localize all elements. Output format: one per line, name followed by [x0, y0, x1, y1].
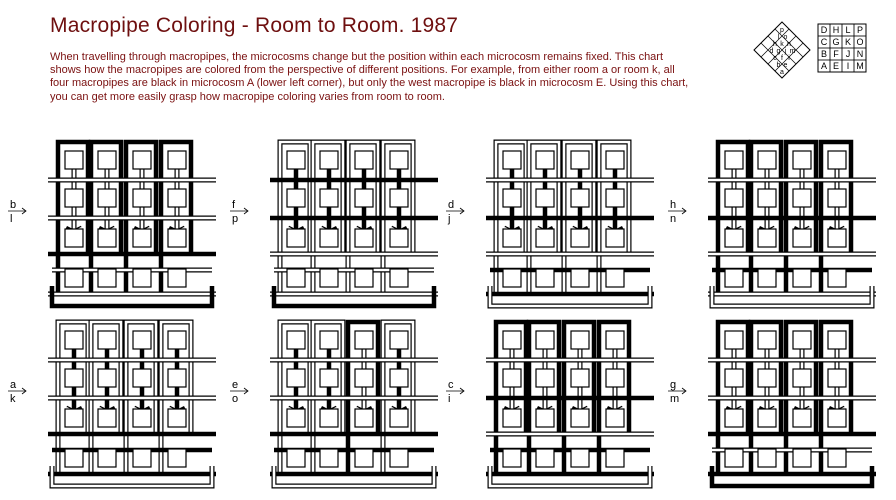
room-box — [320, 229, 338, 247]
room-label-lower: k — [10, 393, 16, 405]
room-box — [536, 269, 554, 287]
room-box — [287, 229, 305, 247]
room-box — [355, 331, 373, 349]
room-box — [606, 189, 624, 207]
legend-microcosm-letter: J — [845, 49, 851, 59]
room-box — [503, 449, 521, 467]
room-label-lower: n — [670, 213, 677, 225]
room-box — [606, 229, 624, 247]
room-box — [65, 189, 83, 207]
room-box — [725, 449, 743, 467]
room-box — [287, 369, 305, 387]
room-box — [793, 369, 811, 387]
legend-microcosm-letter: O — [856, 37, 864, 47]
room-box — [168, 331, 186, 349]
room-label-upper: b — [10, 199, 17, 211]
room-box — [390, 331, 408, 349]
legend-microcosm-letter: F — [833, 49, 839, 59]
panel-c-i — [446, 322, 654, 486]
room-label-upper: c — [448, 379, 454, 391]
room-box — [320, 449, 338, 467]
room-box — [133, 229, 151, 247]
room-box — [828, 449, 846, 467]
legend-room-letter: g — [776, 48, 781, 55]
room-box — [98, 331, 116, 349]
room-box — [758, 151, 776, 169]
room-box — [320, 151, 338, 169]
room-box — [606, 449, 624, 467]
room-box — [793, 331, 811, 349]
room-box — [758, 189, 776, 207]
room-box — [168, 269, 186, 287]
room-box — [355, 449, 373, 467]
panel-d-j — [446, 142, 654, 306]
room-box — [828, 189, 846, 207]
legend-microcosm-letter: A — [820, 61, 828, 71]
room-box — [503, 269, 521, 287]
legend-room-letter: h — [773, 41, 777, 48]
room-box — [606, 269, 624, 287]
legend-microcosm-letter: K — [844, 37, 852, 47]
room-box — [355, 409, 373, 427]
room-box — [571, 449, 589, 467]
room-box — [725, 409, 743, 427]
room-box — [390, 229, 408, 247]
legend-room-letter: p — [780, 27, 784, 34]
room-label-upper: g — [670, 379, 677, 391]
room-box — [287, 269, 305, 287]
room-box — [503, 189, 521, 207]
room-box — [536, 409, 554, 427]
room-box — [168, 189, 186, 207]
legend-microcosm-letter: N — [856, 49, 864, 59]
room-box — [98, 449, 116, 467]
legend-room-letter: a — [780, 69, 784, 76]
room-box — [758, 409, 776, 427]
room-box — [571, 409, 589, 427]
room-box — [536, 151, 554, 169]
room-box — [65, 331, 83, 349]
legend-room-letter: l — [777, 34, 780, 41]
room-box — [503, 369, 521, 387]
room-label-lower: j — [448, 213, 451, 225]
room-box — [606, 409, 624, 427]
legend-microcosm-letter: D — [820, 25, 828, 35]
room-box — [536, 189, 554, 207]
room-box — [571, 229, 589, 247]
room-box — [287, 449, 305, 467]
room-box — [503, 151, 521, 169]
room-box — [725, 369, 743, 387]
room-box — [536, 369, 554, 387]
room-box — [287, 409, 305, 427]
panel-f-p — [230, 142, 438, 306]
room-box — [355, 229, 373, 247]
room-box — [168, 151, 186, 169]
room-box — [65, 369, 83, 387]
room-box — [133, 189, 151, 207]
room-box — [133, 449, 151, 467]
room-box — [793, 151, 811, 169]
room-label-upper: e — [232, 379, 239, 391]
room-box — [725, 189, 743, 207]
legend-room-letter: b — [776, 62, 781, 69]
room-box — [355, 151, 373, 169]
legend-room-letter: k — [780, 41, 784, 48]
room-box — [390, 189, 408, 207]
room-label-lower: m — [670, 393, 680, 405]
room-box — [793, 269, 811, 287]
room-label-lower: p — [232, 213, 239, 225]
room-box — [98, 189, 116, 207]
room-box — [758, 269, 776, 287]
legend-room-letter: i — [788, 55, 790, 62]
room-box — [793, 449, 811, 467]
legend-microcosm-letter: G — [832, 37, 840, 47]
panel-g-m — [668, 322, 876, 486]
room-box — [503, 331, 521, 349]
room-box — [65, 449, 83, 467]
panel-a-k — [8, 322, 216, 486]
room-box — [571, 369, 589, 387]
legend-microcosm-letter: C — [820, 37, 828, 47]
room-box — [320, 331, 338, 349]
room-label-upper: a — [10, 379, 17, 391]
room-box — [828, 269, 846, 287]
panel-e-o — [230, 322, 438, 486]
room-box — [503, 229, 521, 247]
room-box — [98, 369, 116, 387]
legend-microcosm-letter: I — [846, 61, 850, 71]
room-box — [133, 151, 151, 169]
room-box — [606, 369, 624, 387]
room-box — [287, 151, 305, 169]
room-box — [758, 229, 776, 247]
panel-b-l — [8, 142, 216, 306]
room-box — [98, 229, 116, 247]
room-box — [390, 449, 408, 467]
room-box — [98, 269, 116, 287]
room-box — [725, 151, 743, 169]
room-box — [287, 189, 305, 207]
room-box — [828, 409, 846, 427]
room-box — [828, 229, 846, 247]
room-box — [390, 409, 408, 427]
legend-room-letter: o — [783, 34, 788, 41]
room-box — [725, 331, 743, 349]
room-box — [98, 151, 116, 169]
room-box — [168, 369, 186, 387]
legend-microcosm-letter: E — [832, 61, 840, 71]
room-box — [758, 369, 776, 387]
legend-microcosm-letter: M — [856, 61, 864, 71]
room-box — [828, 369, 846, 387]
room-box — [758, 449, 776, 467]
room-box — [390, 151, 408, 169]
room-box — [536, 449, 554, 467]
room-box — [828, 331, 846, 349]
legend-room-letter: e — [783, 62, 788, 69]
legend-room-letter: j — [784, 48, 787, 55]
room-box — [793, 409, 811, 427]
room-box — [390, 269, 408, 287]
room-label-lower: i — [448, 393, 451, 405]
room-box — [320, 269, 338, 287]
legend-microcosm-letter: P — [856, 25, 864, 35]
description-text: When travelling through macropipes, the microcosms change but the position within each microcosm remains fixed. This chart shows how the macropipes are colored from the perspective of different positions. For example, from either room a or room k, all four macropipes are black in microcosm A (lower left corner), but only the west macropipe is black in microcosm E. Using this chart, you can get more easily grasp how macropipe coloring varies from room to room. — [50, 51, 689, 103]
room-box — [65, 409, 83, 427]
room-box — [606, 331, 624, 349]
room-box — [793, 189, 811, 207]
room-box — [65, 269, 83, 287]
legend-room-letter: f — [781, 55, 783, 62]
room-box — [503, 409, 521, 427]
room-box — [390, 369, 408, 387]
legend-microcosm-letter: L — [845, 25, 851, 35]
room-label-lower: o — [232, 393, 239, 405]
room-box — [536, 229, 554, 247]
room-box — [133, 269, 151, 287]
room-label-upper: h — [670, 199, 677, 211]
room-box — [606, 151, 624, 169]
room-box — [725, 229, 743, 247]
room-box — [133, 409, 151, 427]
room-box — [98, 409, 116, 427]
room-label-upper: d — [448, 199, 455, 211]
room-box — [168, 449, 186, 467]
room-box — [320, 409, 338, 427]
room-box — [571, 331, 589, 349]
panel-h-n — [668, 142, 876, 306]
room-box — [168, 229, 186, 247]
room-box — [320, 369, 338, 387]
room-box — [571, 189, 589, 207]
room-box — [355, 369, 373, 387]
room-box — [65, 229, 83, 247]
legend-microcosm-letter: B — [820, 49, 828, 59]
room-box — [287, 331, 305, 349]
room-box — [133, 369, 151, 387]
legend-room-letter: m — [789, 48, 796, 55]
room-label-upper: f — [232, 199, 236, 211]
legend-room-letter: n — [787, 41, 791, 48]
room-box — [571, 269, 589, 287]
room-box — [536, 331, 554, 349]
room-box — [65, 151, 83, 169]
room-box — [133, 331, 151, 349]
room-box — [725, 269, 743, 287]
room-box — [355, 269, 373, 287]
room-box — [828, 151, 846, 169]
room-box — [355, 189, 373, 207]
room-label-lower: l — [10, 213, 13, 225]
room-box — [758, 331, 776, 349]
room-box — [320, 189, 338, 207]
room-box — [168, 409, 186, 427]
room-box — [571, 151, 589, 169]
page-title: Macropipe Coloring - Room to Room. 1987 — [50, 14, 459, 37]
room-box — [793, 229, 811, 247]
legend-microcosm-letter: H — [832, 25, 840, 35]
legend-room-letter: c — [773, 55, 777, 62]
legend-room-letter: d — [769, 48, 774, 55]
